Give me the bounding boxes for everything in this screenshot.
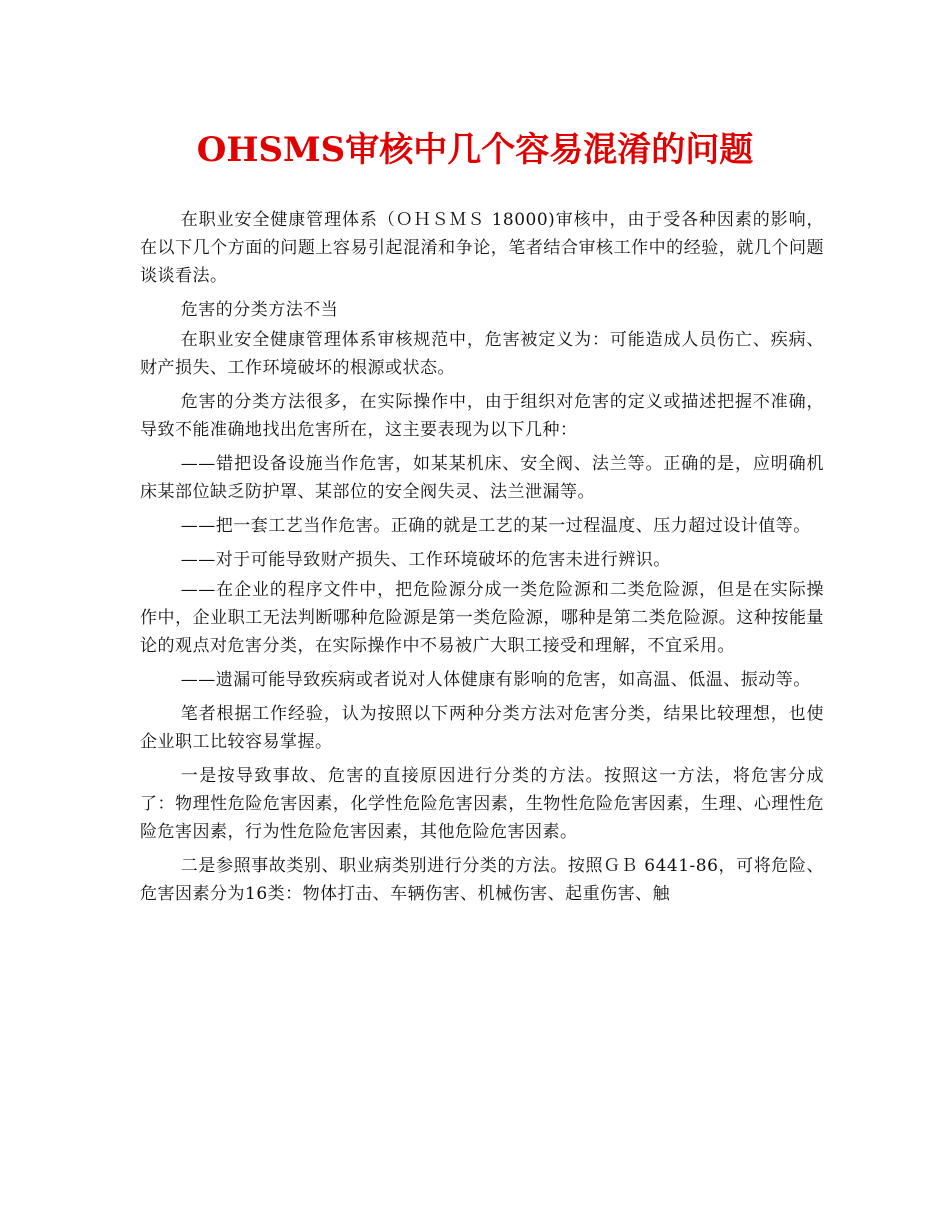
paragraph-method-two: 二是参照事故类别、职业病类别进行分类的方法。按照ＧＢ 6441-86，可将危险、危害因素分为16类：物体打击、车辆伤害、机械伤害、起重伤害、触 — [140, 856, 824, 904]
paragraph-classification-methods: 危害的分类方法很多，在实际操作中，由于组织对危害的定义或描述把握不准确，导致不能准确地找出危害所在，这主要表现为以下几种： — [140, 392, 824, 440]
paragraph-method-one: 一是按导致事故、危害的直接原因进行分类的方法。按照这一方法，将危害分成了：物理性危险危害因素，化学性危险危害因素，生物性危险危害因素，生理、心理性危险危害因素，行为性危险危害因素，其他危险危害因素。 — [140, 766, 824, 842]
paragraph-bullet-health-hazards: ——遗漏可能导致疾病或者说对人体健康有影响的危害，如高温、低温、振动等。 — [180, 670, 811, 690]
section-heading-hazard-classification: 危害的分类方法不当 — [180, 300, 339, 320]
paragraph-intro: 在职业安全健康管理体系（ＯＨＳＭＳ 18000)审核中，由于受各种因素的影响，在以下几个方面的问题上容易引起混淆和争论，笔者结合审核工作中的经验，就几个问题谈谈看法。 — [140, 210, 824, 286]
paragraph-author-recommendation: 笔者根据工作经验，认为按照以下两种分类方法对危害分类，结果比较理想，也使企业职工比较容易掌握。 — [140, 704, 824, 752]
paragraph-bullet-property-loss: ——对于可能导致财产损失、工作环境破坏的危害未进行辨识。 — [180, 550, 671, 570]
paragraph-bullet-hazard-source-types: ——在企业的程序文件中，把危险源分成一类危险源和二类危险源，但是在实际操作中，企业职工无法判断哪种危险源是第一类危险源，哪种是第二类危险源。这种按能量论的观点对危害分类，在实际操作中不易被广大职工接受和理解，不宜采用。 — [140, 580, 824, 656]
paragraph-hazard-definition: 在职业安全健康管理体系审核规范中，危害被定义为：可能造成人员伤亡、疾病、财产损失、工作环境破坏的根源或状态。 — [140, 330, 824, 378]
document-body — [140, 206, 824, 914]
paragraph-bullet-process: ——把一套工艺当作危害。正确的就是工艺的某一过程温度、压力超过设计值等。 — [180, 516, 811, 536]
document-title: OHSMS审核中几个容易混淆的问题 — [196, 130, 754, 170]
paragraph-bullet-equipment: ——错把设备设施当作危害，如某某机床、安全阀、法兰等。正确的是，应明确机床某部位缺乏防护罩、某部位的安全阀失灵、法兰泄漏等。 — [140, 454, 824, 502]
